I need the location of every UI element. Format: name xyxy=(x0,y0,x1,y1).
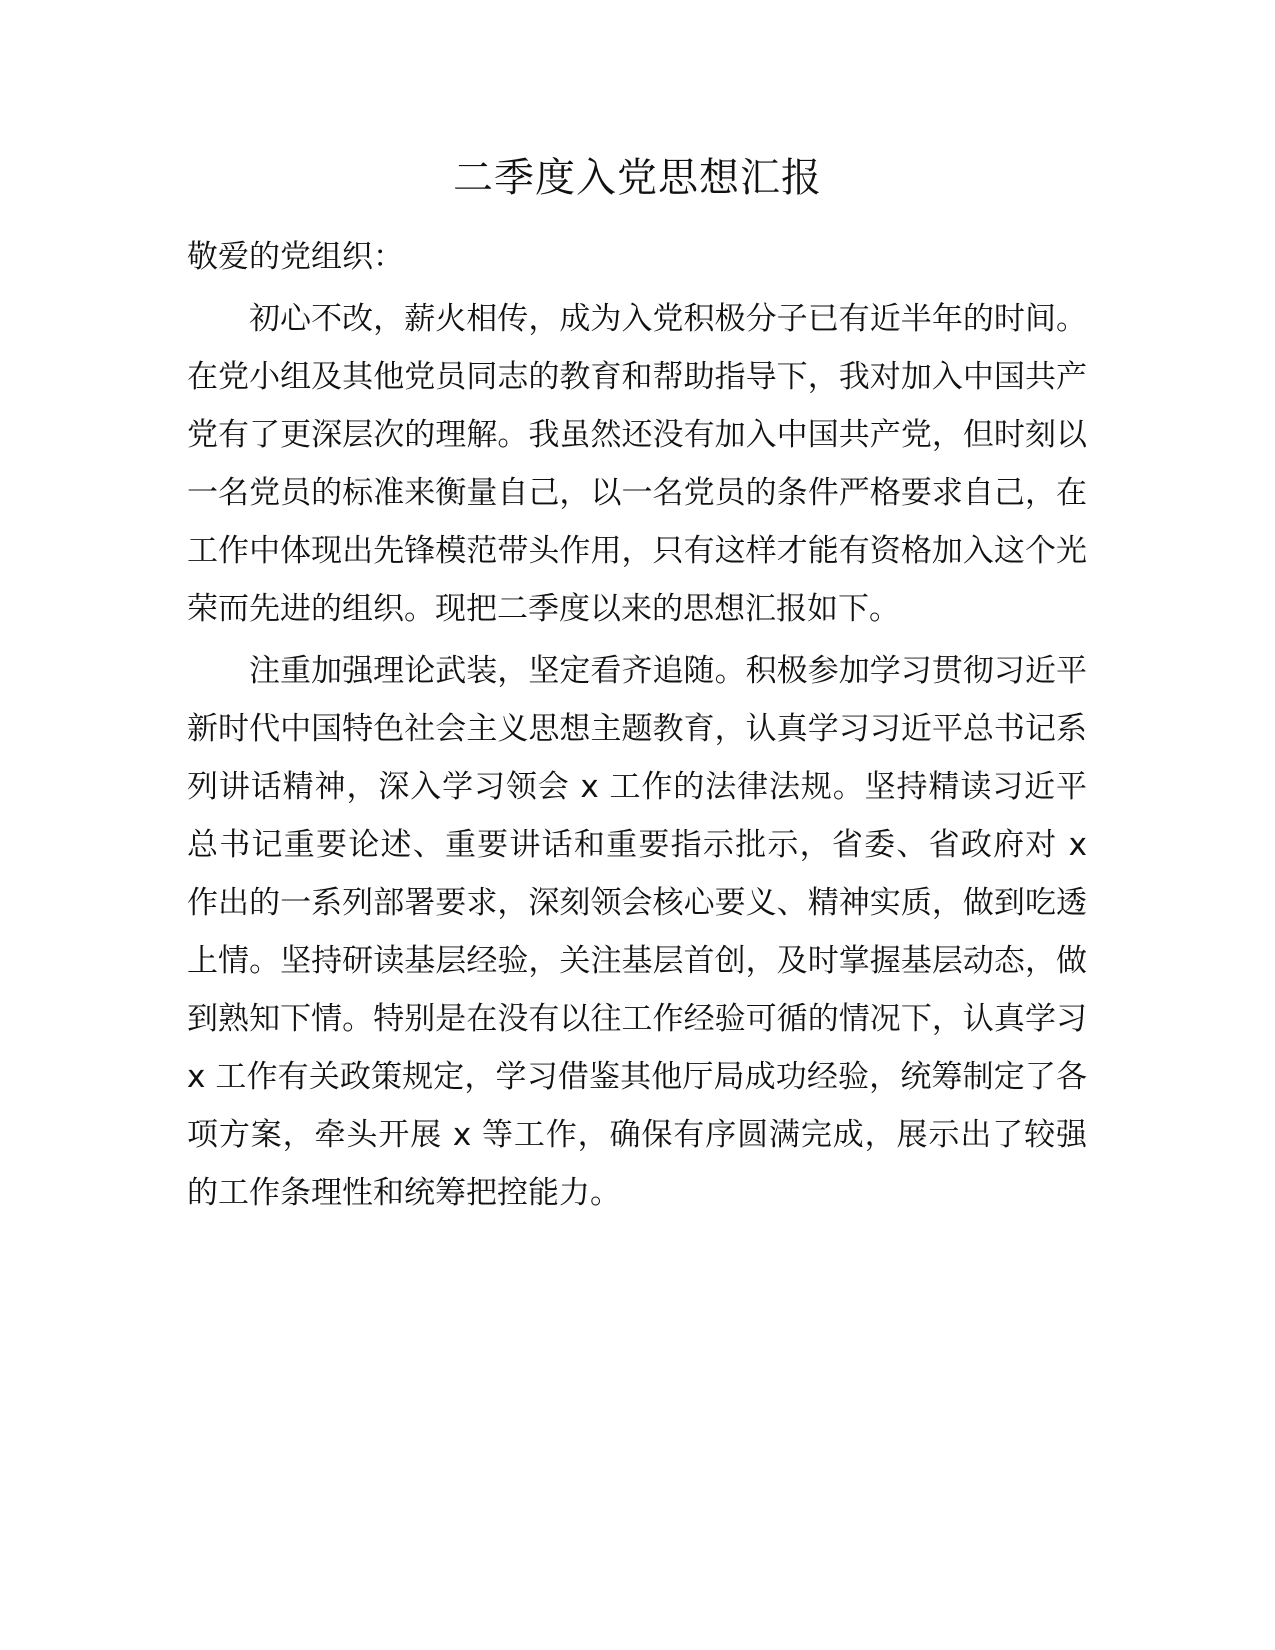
document-body xyxy=(187,228,1087,1226)
document-title: 二季度入党思想汇报 xyxy=(453,155,822,201)
paragraph-theory-study: 注重加强理论武装，坚定看齐追随。积极参加学习贯彻习近平新时代中国特色社会主义思想主题教育，认真学习习近平总书记系列讲话精神，深入学习领会 x 工作的法律法规。坚持精读习近平总书记重要论述、重要讲话和重要指示批示，省委、省政府对 x 作出的一系列部署要求，深刻领会核心要义、精神实质，做到吃透上情。坚持研读基层经验，关注基层首创，及时掌握基层动态，做到熟知下情。特别是在没有以往工作经验可循的情况下，认真学习 x 工作有关政策规定，学习借鉴其他厅局成功经验，统筹制定了各项方案，牵头开展 x 等工作，确保有序圆满完成，展示出了较强的工作条理性和统筹把控能力。 xyxy=(187,653,1087,1211)
salutation: 敬爱的党组织： xyxy=(187,239,404,275)
paragraph-intro: 初心不改，薪火相传，成为入党积极分子已有近半年的时间。在党小组及其他党员同志的教育和帮助指导下，我对加入中国共产党有了更深层次的理解。我虽然还没有加入中国共产党，但时刻以一名党员的标准来衡量自己，以一名党员的条件严格要求自己，在工作中体现出先锋模范带头作用，只有这样才能有资格加入这个光荣而先进的组织。现把二季度以来的思想汇报如下。 xyxy=(187,301,1087,627)
